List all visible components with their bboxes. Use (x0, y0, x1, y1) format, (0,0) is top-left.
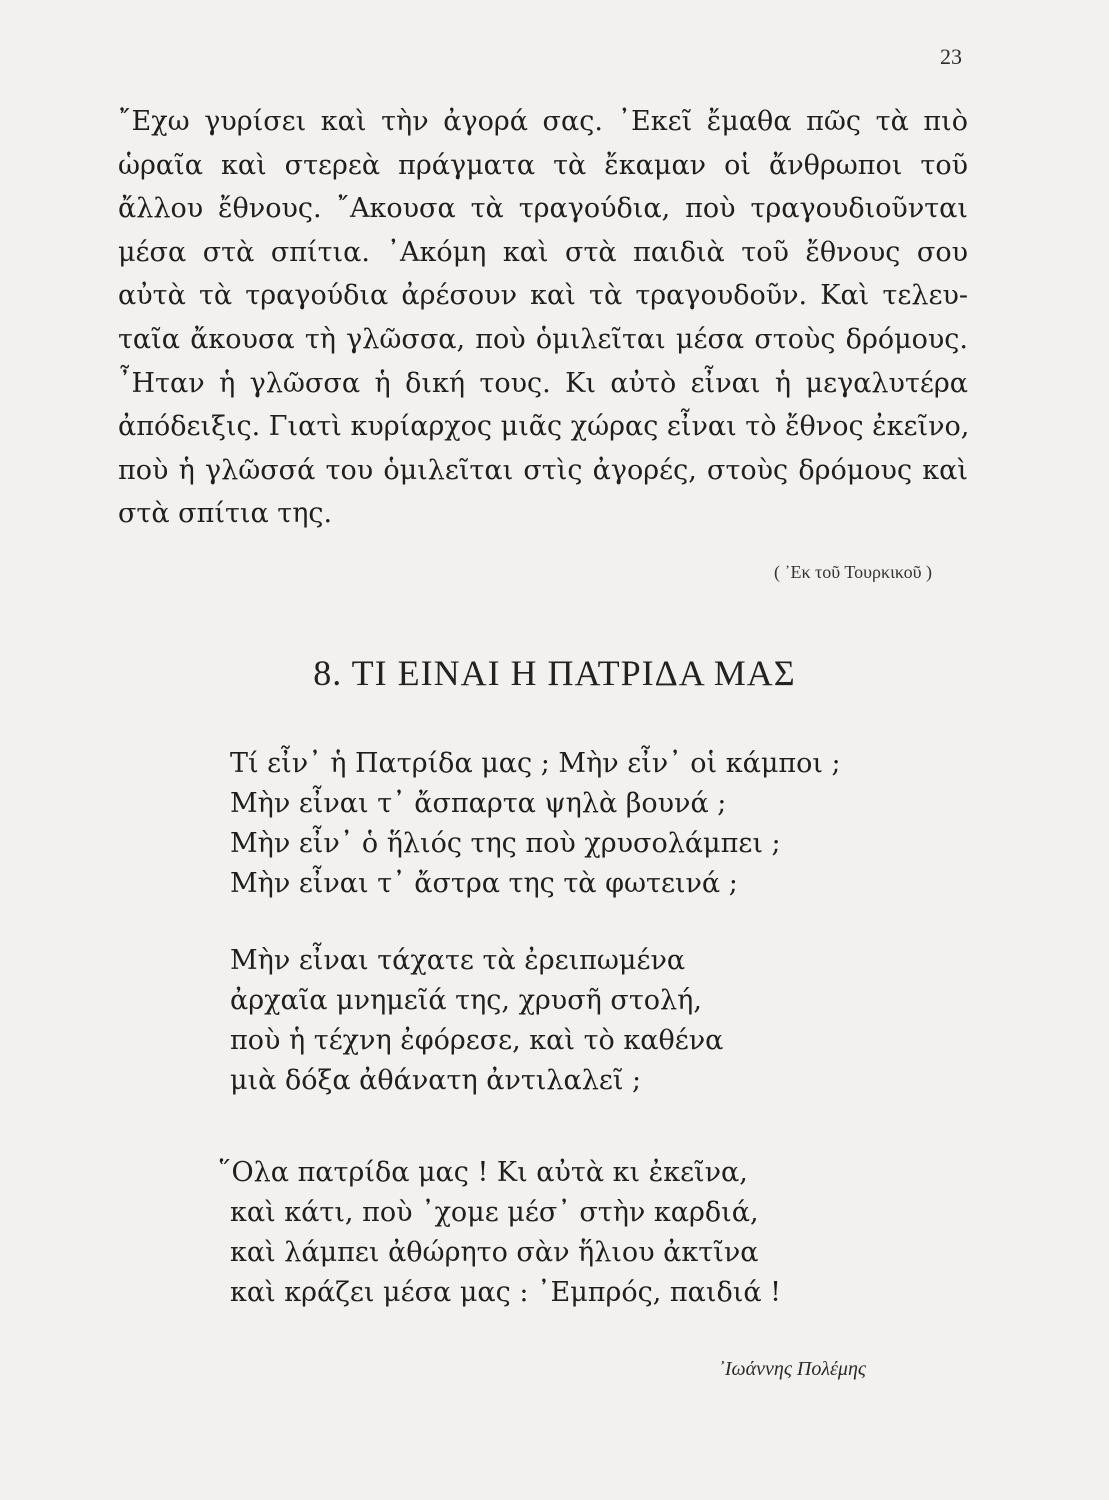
poem-line: ποὺ ἡ τέχνη ἐφόρεσε, καὶ τὸ καθένα (230, 1025, 724, 1056)
prose-line: ὡραῖα καὶ στερεὰ πράγματα τὰ ἔκαμαν οἱ ἄνθρωποι τοῦ (118, 149, 968, 181)
prose-line: ἄλλου ἔθνους. ῎Ακουσα τὰ τραγούδια, ποὺ τραγουδιοῦνται (118, 193, 968, 225)
poem-line: Μὴν εἶναι τάχατε τὰ ἐρειπωμένα (230, 945, 686, 976)
poem-line: καὶ κάτι, ποὺ ᾿χομε μέσ᾿ στὴν καρδιά, (230, 1197, 759, 1228)
source-attribution: ( ᾿Εκ τοῦ Τουρκικοῦ ) (773, 562, 932, 582)
poem-line: καὶ λάμπει ἀθώρητο σὰν ἥλιου ἀκτῖνα (230, 1237, 759, 1268)
prose-line: ποὺ ἡ γλῶσσά του ὁμιλεῖται στὶς ἀγορές, στοὺς δρόμους καὶ (118, 454, 968, 486)
poem-line: Μὴν εἶναι τ᾿ ἄστρα της τὰ φωτεινά ; (230, 868, 738, 899)
poem-line: Μὴν εἶν᾿ ὁ ἥλιός της ποὺ χρυσολάμπει ; (230, 828, 781, 859)
poem-line: Τί εἶν᾿ ἡ Πατρίδα μας ; Μὴν εἶν᾿ οἱ κάμποι ; (230, 748, 841, 779)
poem-line: Μὴν εἶναι τ᾿ ἄσπαρτα ψηλὰ βουνά ; (230, 788, 727, 819)
prose-line: αὐτὰ τὰ τραγούδια ἀρέσουν καὶ τὰ τραγουδοῦν. Καὶ τελευ- (118, 280, 968, 312)
poem-line: καὶ κράζει μέσα μας : ᾿Εμπρός, παιδιά ! (230, 1277, 781, 1308)
poem-author: ᾿Ιωάννης Πολέμης (718, 1358, 866, 1380)
prose-line: ταῖα ἄκουσα τὴ γλῶσσα, ποὺ ὁμιλεῖται μέσα στοὺς δρόμους. (118, 323, 968, 355)
prose-passage (118, 100, 968, 536)
section-title: 8. ΤΙ ΕΙΝΑΙ Η ΠΑΤΡΙΔΑ ΜΑΣ (313, 653, 796, 693)
poem-line: ἀρχαῖα μνημεῖά της, χρυσῆ στολή, (230, 985, 702, 1016)
prose-line: στὰ σπίτια της. (118, 498, 333, 530)
prose-line: ῏Ηταν ἡ γλῶσσα ἡ δική τους. Κι αὐτὸ εἶναι ἡ μεγαλυτέρα (118, 367, 968, 399)
prose-line: ῎Εχω γυρίσει καὶ τὴν ἀγορά σας. ᾿Εκεῖ ἔμαθα πῶς τὰ πιὸ (118, 106, 968, 137)
poem-line: μιὰ δόξα ἀθάνατη ἀντιλαλεῖ ; (230, 1065, 642, 1096)
page-number: 23 (940, 44, 962, 69)
prose-line: μέσα στὰ σπίτια. ᾿Ακόμη καὶ στὰ παιδιὰ τοῦ ἔθνους σου (118, 236, 968, 268)
prose-line: ἀπόδειξις. Γιατὶ κυρίαρχος μιᾶς χώρας εἶναι τὸ ἔθνος ἐκεῖνο, (118, 411, 970, 443)
poem-line: ῞Ολα πατρίδα μας ! Κι αὐτὰ κι ἐκεῖνα, (218, 1157, 748, 1188)
